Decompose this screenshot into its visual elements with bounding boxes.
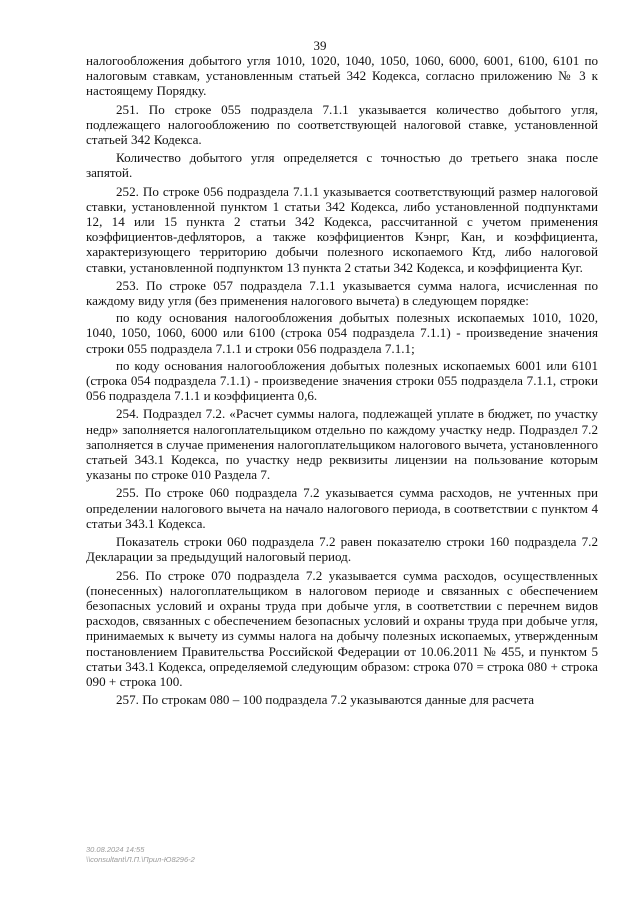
print-footer: [86, 845, 195, 865]
paragraph-251: 251. По строке 055 подраздела 7.1.1 указывается количество добытого угля, подлежащего налогообложению по соответствующей налоговой ставке, установленной статьей 342 Кодекса.: [86, 101, 598, 148]
paragraph-255: 255. По строке 060 подраздела 7.2 указывается сумма расходов, не учтенных при определении налогового вычета на начало налогового периода, в соответствии с пунктом 4 статьи 343.1 Кодекса.: [86, 485, 598, 531]
paragraph-continuation: налогообложения добытого угля 1010, 1020, 1040, 1050, 1060, 6000, 6001, 6100, 6101 по налоговым ставкам, установленным статьей 342 Кодекса, согласно приложению № 3 к настоящему Порядку.: [86, 53, 598, 99]
paragraph-253-item-b: по коду основания налогообложения добытых полезных ископаемых 6001 или 6101 (строка 054 подраздела 7.1.1) - произведение значения строки 055 подраздела 7.1.1, строки 056 подраздела 7.1.1 и коэффициента 0,6.: [86, 357, 598, 404]
paragraph-252: 252. По строке 056 подраздела 7.1.1 указывается соответствующий размер налоговой ставки, установленной пунктом 1 статьи 342 Кодекса, либо установленной подпунктами 12, 14 или 15 пункта 2 статьи 342 Кодекса, рассчитанной с учетом применения коэффициентов-дефляторов, а также коэффициентов Кэнрг, Кан, и коэффициента, характеризующего территорию добычи полезного ископаемого Ктд, либо налоговой ставки, установленной подпунктом 13 пункта 2 статьи 342 Кодекса, и коэффициента Куг.: [86, 183, 598, 275]
paragraph-254: 254. Подраздел 7.2. «Расчет суммы налога, подлежащей уплате в бюджет, по участку недр» заполняется налогоплательщиком отдельно по каждому участку недр. Подраздел 7.2 заполняется в случае применения налогоплательщиком налогового вычета, установленного статьей 343.1 Кодекса, по участку недр реквизиты лицензии на пользование которым указаны по строке 010 Раздела 7.: [86, 406, 598, 483]
paragraph-253-item-a: по коду основания налогообложения добытых полезных ископаемых 1010, 1020, 1040, 1050, 1060, 6000 или 6100 (строка 054 подраздела 7.1.1) - произведение значения строки 055 подраздела 7.1.1 и строки 056 подраздела 7.1.1;: [86, 310, 598, 356]
paragraph-251-precision: Количество добытого угля определяется с точностью до третьего знака после запятой.: [86, 150, 598, 181]
footer-file-path: \\consultant\Л.П.\Прил-Ю8296-2: [86, 855, 195, 864]
paragraph-253: 253. По строке 057 подраздела 7.1.1 указывается сумма налога, исчисленная по каждому виду угля (без применения налогового вычета) в следующем порядке:: [86, 277, 598, 309]
paragraph-256: 256. По строке 070 подраздела 7.2 указывается сумма расходов, осуществленных (понесенных) налогоплательщиком в налоговом периоде и связанных с обеспечением безопасных условий и охраны труда при добыче угля, в соответствии с перечнем видов расходов, связанных с обеспечением безопасных условий и охраны труда при добыче угля, принимаемых к вычету из суммы налога на добычу полезных ископаемых, утвержденным постановлением Правительства Российской Федерации от 10.06.2011 № 455, и пунктом 5 статьи 343.1 Кодекса, определяемой следующим образом: строка 070 = строка 080 + строка 090 + строка 100.: [86, 567, 598, 689]
footer-timestamp: 30.08.2024 14:55: [86, 845, 145, 854]
paragraph-257: 257. По строкам 080 – 100 подраздела 7.2 указываются данные для расчета: [116, 692, 535, 708]
page-number: 39: [313, 38, 327, 53]
paragraph-255-indicator: Показатель строки 060 подраздела 7.2 равен показателю строки 160 подраздела 7.2 Декларации за предыдущий налоговый период.: [86, 534, 598, 565]
document-body: [86, 53, 598, 707]
